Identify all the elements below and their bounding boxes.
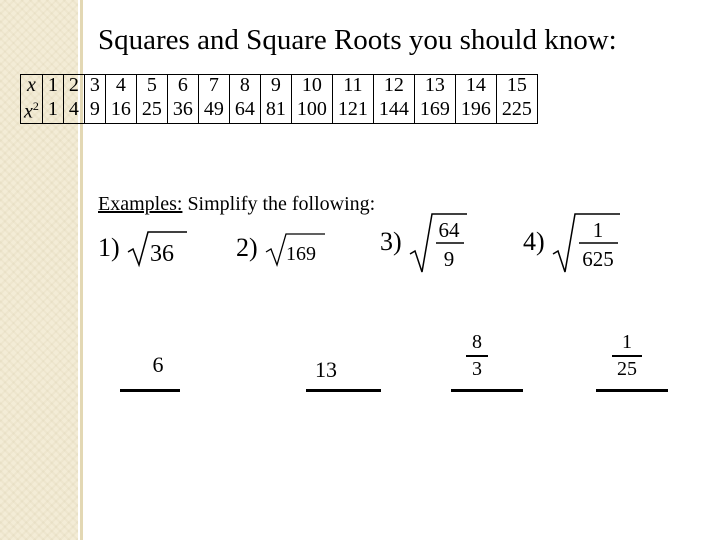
examples-label: Examples: xyxy=(98,193,183,215)
table-cell: 169 xyxy=(414,96,455,123)
problem-number: 1) xyxy=(98,233,120,262)
problem-number: 2) xyxy=(236,233,258,262)
table-cell: 25 xyxy=(136,96,167,123)
table-cell: 9 xyxy=(84,96,105,123)
answer-3 xyxy=(466,331,488,381)
table-row-x-squared xyxy=(21,96,538,123)
answer-line-3 xyxy=(451,389,523,392)
fraction-denominator: 3 xyxy=(472,357,482,380)
examples-instruction: Simplify the following: xyxy=(182,193,376,215)
table-cell: 4 xyxy=(63,96,84,123)
table-cell: 7 xyxy=(198,75,229,97)
table-cell: 225 xyxy=(496,96,537,123)
table-cell: 49 xyxy=(198,96,229,123)
table-cell: 1 xyxy=(42,75,63,97)
row-label-x: x xyxy=(21,75,43,97)
problem-number: 4) xyxy=(523,227,545,256)
squares-table xyxy=(20,74,538,124)
table-cell: 3 xyxy=(84,75,105,97)
answer-line-1 xyxy=(120,389,180,392)
radicand: 36 xyxy=(150,241,175,267)
fraction-numerator: 1 xyxy=(622,331,632,353)
problem-2 xyxy=(236,228,326,268)
table-cell: 5 xyxy=(136,75,167,97)
problem-1 xyxy=(98,228,188,268)
table-cell: 144 xyxy=(373,96,414,123)
table-cell: 16 xyxy=(105,96,136,123)
table-cell: 13 xyxy=(414,75,455,97)
radicand: 169 xyxy=(286,243,317,265)
answer-line-4 xyxy=(596,389,668,392)
table-cell: 4 xyxy=(105,75,136,97)
table-cell: 81 xyxy=(260,96,291,123)
table-cell: 36 xyxy=(167,96,198,123)
problem-number: 3) xyxy=(380,227,402,256)
page-title: Squares and Square Roots you should know: xyxy=(98,24,617,56)
answer-2: 13 xyxy=(315,357,337,382)
problem-4 xyxy=(523,210,621,274)
answer-line-2 xyxy=(306,389,381,392)
square-root-symbol xyxy=(551,210,621,274)
square-root-symbol xyxy=(264,228,326,268)
table-cell: 15 xyxy=(496,75,537,97)
answer-1: 6 xyxy=(152,352,164,377)
table-cell: 8 xyxy=(229,75,260,97)
table-cell: 11 xyxy=(332,75,373,97)
row-label-x-squared: $x^2$ xyxy=(21,96,43,123)
table-cell: 9 xyxy=(260,75,291,97)
fraction-bar xyxy=(466,355,488,357)
table-cell: 14 xyxy=(455,75,496,97)
table-cell: 12 xyxy=(373,75,414,97)
fraction-numerator: 1 xyxy=(592,218,604,242)
table-cell: 10 xyxy=(291,75,332,97)
fraction-denominator: 625 xyxy=(582,247,614,271)
table-row-x xyxy=(21,75,538,97)
table-cell: 6 xyxy=(167,75,198,97)
fraction-numerator: 8 xyxy=(472,331,482,353)
fraction-denominator: 9 xyxy=(443,247,455,271)
answer-4 xyxy=(612,331,642,381)
table-cell: 64 xyxy=(229,96,260,123)
table-cell: 121 xyxy=(332,96,373,123)
table-cell: 196 xyxy=(455,96,496,123)
table-cell: 2 xyxy=(63,75,84,97)
square-root-symbol xyxy=(126,228,188,268)
fraction-bar xyxy=(612,355,642,357)
square-root-symbol xyxy=(408,210,468,274)
examples-heading xyxy=(98,193,375,216)
table-cell: 1 xyxy=(42,96,63,123)
fraction-numerator: 64 xyxy=(438,218,460,242)
problem-3 xyxy=(380,210,468,274)
fraction-denominator: 25 xyxy=(617,357,637,380)
table-cell: 100 xyxy=(291,96,332,123)
